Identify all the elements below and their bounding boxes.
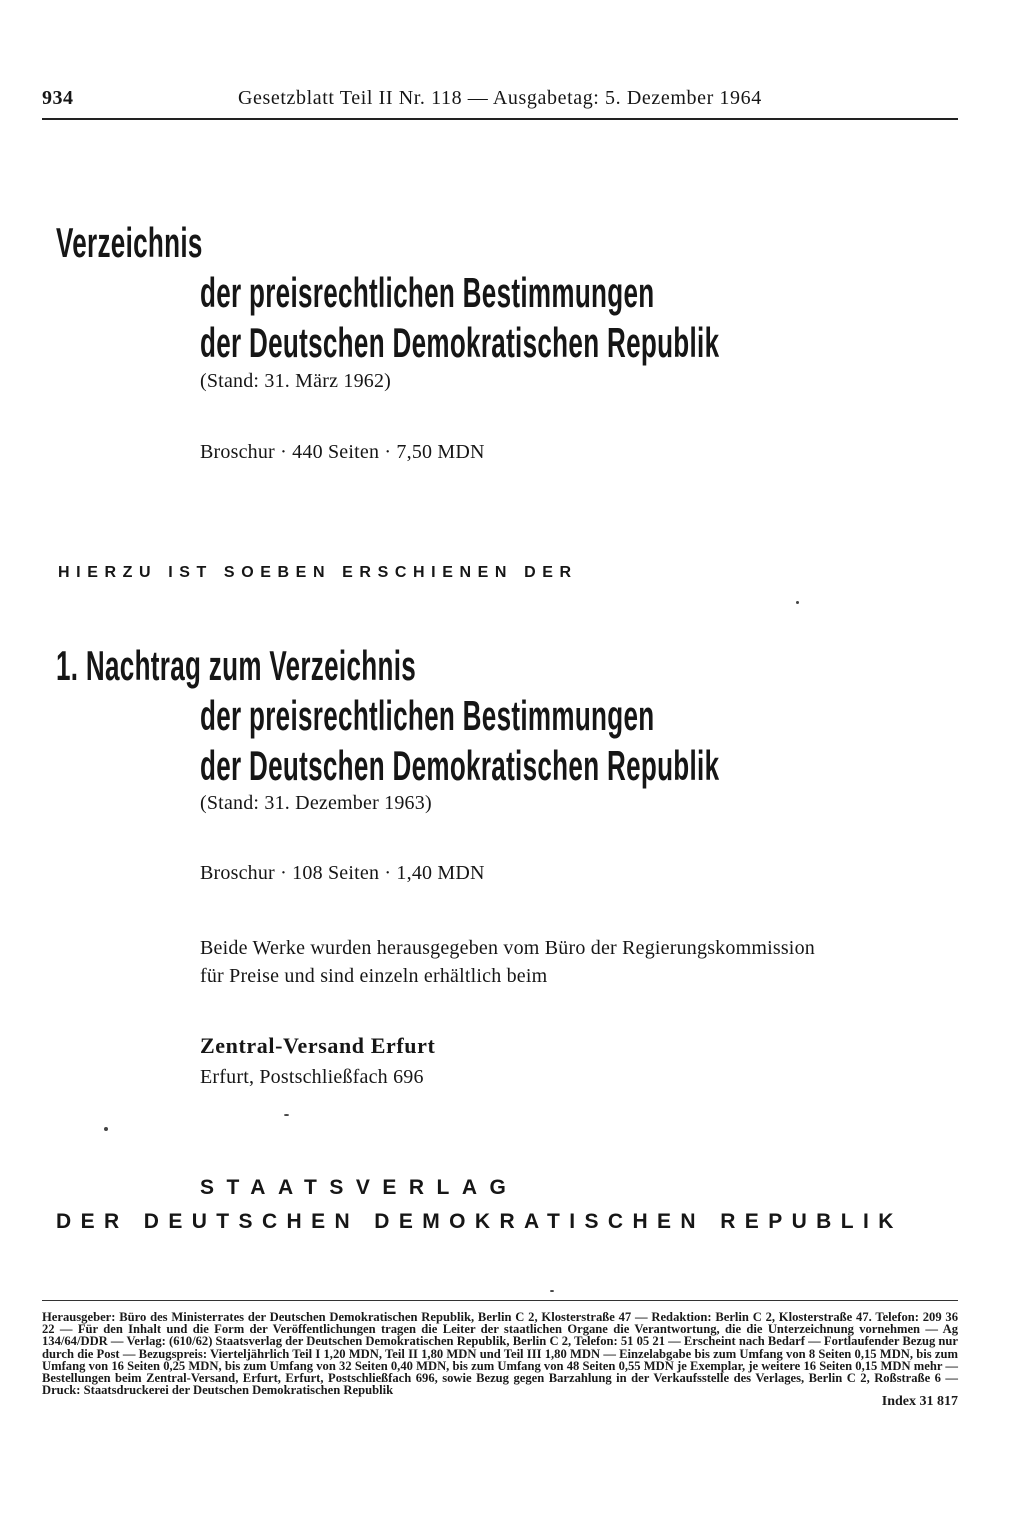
distributor-name: Zentral-Versand Erfurt	[200, 1033, 436, 1058]
header-rule	[42, 118, 958, 120]
imprint-text: Herausgeber: Büro des Ministerrates der Deutschen Demokratischen Republik, Berlin C 2, Klosterstraße 47 — Redaktion: Berlin C 2, Klosterstraße 47. Telefon: 209 36 22 — Für den Inhalt und die Form der Veröffentlichungen tragen die Leiter der staatlichen Organe die Verantwortung, die die Unterzeichnung vornehmen — Ag 134/64/DDR — Verlag: (610/62) Staatsverlag der Deutschen Demokratischen Republik, Berlin C 2, Telefon: 51 05 21 — Erscheint nach Bedarf — Fortlaufender Bezug nur durch die Post — Bezugspreis: Vierteljährlich Teil I 1,20 MDN, Teil II 1,80 MDN und Teil III 1,80 MDN — Einzelabgabe bis zum Umfang von 8 Seiten 0,15 MDN, bis zum Umfang von 16 Seiten 0,25 MDN, bis zum Umfang von 32 Seiten 0,40 MDN, bis zum Umfang von 48 Seiten 0,55 MDN je Exemplar, je weitere 16 Seiten 0,15 MDN mehr — Bestellungen beim Zentral-Versand, Erfurt, Erfurt, Postschließfach 696, sowie Bezug gegen Barzahlung in der Verkaufsstelle des Verlages, Berlin C 2, Roßstraße 6 — Druck: Staatsdruckerei der Deutschen Demokratischen Republik	[42, 1310, 958, 1398]
section2-stand: (Stand: 31. Dezember 1963)	[200, 792, 432, 814]
publisher-line-1: STAATSVERLAG	[200, 1176, 519, 1199]
section1-stand: (Stand: 31. März 1962)	[200, 370, 392, 392]
imprint-rule	[42, 1300, 958, 1301]
section2-line3: der Deutschen Demokratischen Republik	[200, 742, 720, 789]
scan-speck	[104, 1127, 108, 1131]
imprint-block	[42, 1311, 958, 1409]
scan-speck	[284, 1114, 289, 1116]
scan-speck	[550, 1290, 554, 1292]
section1-line2: der preisrechtlichen Bestimmungen	[200, 269, 655, 316]
page-number: 934	[42, 87, 74, 109]
page-header-title: Gesetzblatt Teil II Nr. 118 — Ausgabetag: 5. Dezember 1964	[238, 87, 762, 109]
publisher-line-2: DER DEUTSCHEN DEMOKRATISCHEN REPUBLIK	[56, 1210, 903, 1233]
scan-speck	[796, 601, 799, 604]
section2-broschur: Broschur · 108 Seiten · 1,40 MDN	[200, 862, 485, 884]
index-number: Index 31 817	[881, 1394, 958, 1410]
section2-heading: 1. Nachtrag zum Verzeichnis	[56, 642, 417, 689]
section2-line2: der preisrechtlichen Bestimmungen	[200, 692, 655, 739]
section1-broschur: Broschur · 440 Seiten · 7,50 MDN	[200, 441, 485, 463]
section1-heading: Verzeichnis	[56, 219, 203, 266]
info-line-2: für Preise und sind einzeln erhältlich beim	[200, 965, 548, 987]
info-line-1: Beide Werke wurden herausgegeben vom Büro der Regierungskommission	[200, 937, 815, 959]
announcement: HIERZU IST SOEBEN ERSCHIENEN DER	[58, 564, 578, 581]
distributor-address: Erfurt, Postschließfach 696	[200, 1066, 424, 1088]
section1-line3: der Deutschen Demokratischen Republik	[200, 319, 720, 366]
